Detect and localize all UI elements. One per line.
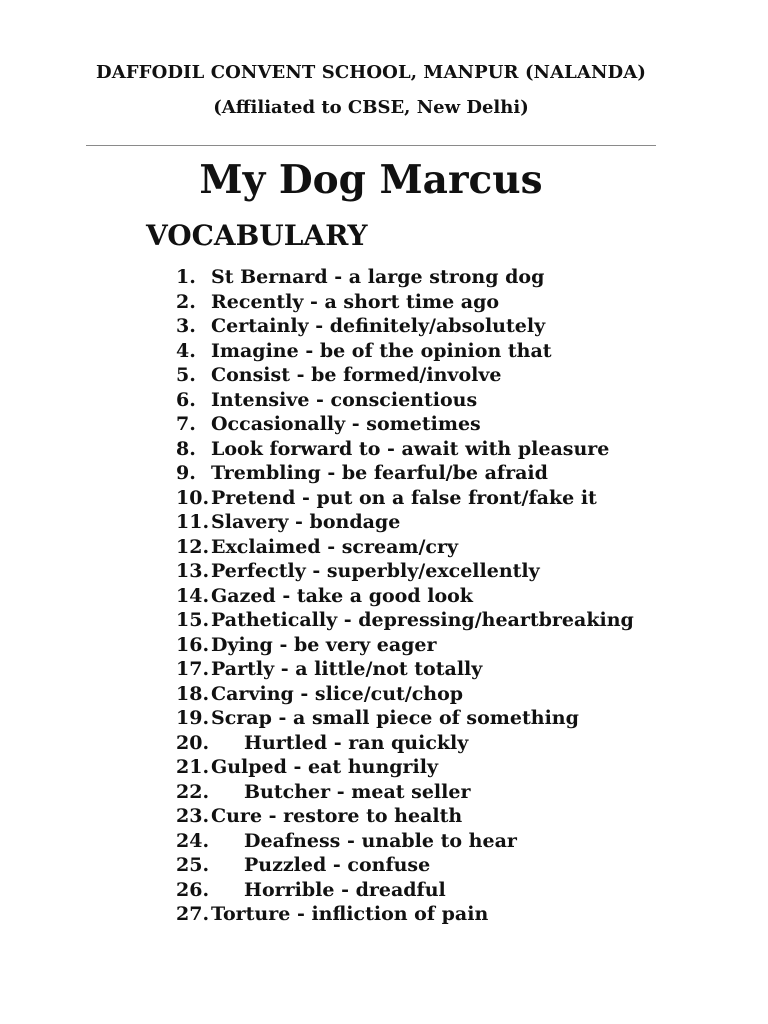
vocabulary-item-number: 1.: [176, 266, 196, 288]
vocabulary-item-text: Horrible - dreadful: [244, 878, 446, 901]
vocabulary-item-text: Consist - be formed/involve: [211, 364, 502, 386]
vocabulary-heading: VOCABULARY: [146, 219, 368, 252]
vocabulary-item-text: Look forward to - await with pleasure: [211, 437, 610, 460]
vocabulary-item-number: 18.: [176, 682, 210, 705]
vocabulary-item-number: 25.: [176, 854, 210, 876]
vocabulary-item-number: 3.: [176, 315, 196, 337]
vocabulary-item-text: Perfectly - superbly/excellently: [211, 560, 540, 582]
vocabulary-item-number: 27.: [176, 903, 210, 925]
affiliation-line: (Affiliated to CBSE, New Delhi): [213, 97, 529, 118]
school-name: DAFFODIL CONVENT SCHOOL, MANPUR (NALANDA): [96, 62, 646, 83]
vocabulary-item-number: 23.: [176, 805, 210, 827]
header-divider: [86, 145, 656, 146]
vocabulary-item-number: 16.: [176, 633, 210, 656]
vocabulary-item-text: Puzzled - confuse: [244, 854, 431, 876]
vocabulary-item-number: 13.: [176, 560, 210, 582]
vocabulary-item-text: Partly - a little/not totally: [211, 658, 483, 680]
vocabulary-item-text: Recently - a short time ago: [211, 290, 500, 313]
vocabulary-item-number: 14.: [176, 584, 210, 607]
vocabulary-item-number: 5.: [176, 364, 196, 386]
vocabulary-item-text: Deafness - unable to hear: [244, 829, 517, 852]
vocabulary-item-number: 20.: [176, 731, 210, 754]
vocabulary-item-number: 9.: [176, 462, 196, 484]
vocabulary-item-text: Torture - infliction of pain: [211, 903, 489, 925]
vocabulary-item-number: 19.: [176, 707, 210, 729]
vocabulary-item-text: Pretend - put on a false front/fake it: [211, 486, 597, 509]
vocabulary-item-text: Intensive - conscientious: [211, 388, 478, 411]
vocabulary-item-text: Gazed - take a good look: [211, 584, 473, 607]
vocabulary-item-text: Dying - be very eager: [211, 633, 437, 656]
vocabulary-item-number: 2.: [176, 290, 196, 313]
vocabulary-item-number: 7.: [176, 413, 196, 435]
vocabulary-item-number: 11.: [176, 511, 210, 533]
vocabulary-item-number: 15.: [176, 609, 210, 631]
vocabulary-item-text: Imagine - be of the opinion that: [211, 339, 552, 362]
vocabulary-item-number: 12.: [176, 535, 210, 558]
vocabulary-item-number: 10.: [176, 486, 210, 509]
vocabulary-item-number: 8.: [176, 437, 196, 460]
vocabulary-item-text: Slavery - bondage: [211, 511, 401, 533]
vocabulary-item-text: Cure - restore to health: [211, 805, 463, 827]
vocabulary-item-text: Occasionally - sometimes: [211, 413, 481, 435]
vocabulary-item-number: 21.: [176, 756, 210, 778]
vocabulary-item-text: Butcher - meat seller: [244, 780, 471, 803]
vocabulary-item-text: Trembling - be fearful/be afraid: [211, 462, 548, 484]
vocabulary-item-text: Gulped - eat hungrily: [211, 756, 439, 778]
vocabulary-item-text: Hurtled - ran quickly: [244, 731, 469, 754]
vocabulary-item-number: 22.: [176, 780, 210, 803]
vocabulary-item-text: Scrap - a small piece of something: [211, 707, 579, 729]
vocabulary-item-number: 6.: [176, 388, 196, 411]
vocabulary-item-text: Certainly - definitely/absolutely: [211, 315, 546, 337]
vocabulary-item-number: 4.: [176, 339, 196, 362]
vocabulary-item-number: 24.: [176, 829, 210, 852]
vocabulary-item-text: Exclaimed - scream/cry: [211, 535, 459, 558]
page-title: My Dog Marcus: [199, 157, 543, 203]
vocabulary-item-text: Carving - slice/cut/chop: [211, 682, 464, 705]
vocabulary-item-text: Pathetically - depressing/heartbreaking: [211, 609, 634, 631]
vocabulary-item-number: 26.: [176, 878, 210, 901]
vocabulary-item-number: 17.: [176, 658, 210, 680]
vocabulary-item-text: St Bernard - a large strong dog: [211, 266, 545, 288]
